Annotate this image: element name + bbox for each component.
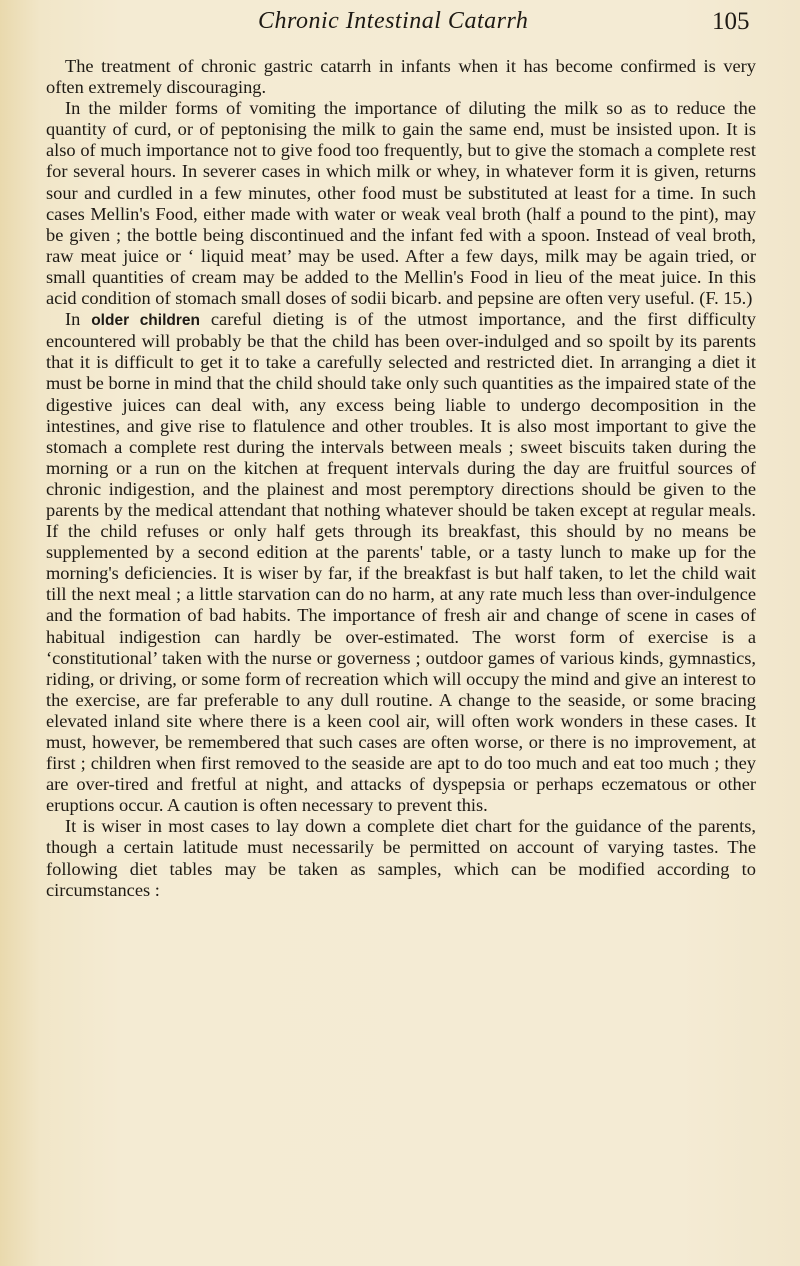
paragraph-older-children xyxy=(46,309,756,816)
paragraph-gastric-catarrh: The treatment of chronic gastric catarrh in infants when it has become confirmed is very often extremely discouraging. xyxy=(46,56,756,98)
body-text xyxy=(46,56,756,901)
older-children-lead-in: older children xyxy=(91,312,200,330)
paragraph-milder-forms: In the milder forms of vomiting the importance of diluting the milk so as to reduce the quantity of curd, or of peptonising the milk to gain the same end, must be insisted upon. It is also of much importance not to give food too frequently, but to give the stomach a complete rest for several hours. In severer cases in which milk or whey, in whatever form it is given, returns sour and curdled in a few minutes, other food must be substituted at least for a time. In such cases Mellin's Food, either made with water or weak veal broth (half a pound to the pint), may be given ; the bottle being discontinued and the infant fed with a spoon. Instead of veal broth, raw meat juice or ‘ liquid meat’ may be used. After a few days, milk may be again tried, or small quantities of cream may be added to the Mellin's Food in lieu of the meat juice. In this acid condition of stomach small doses of sodii bicarb. and pepsine are often very useful. (F. 15.) xyxy=(46,98,756,309)
older-children-text: careful dieting is of the utmost importance, and the first difficulty encountered will probably be that the child has been over-indulged and so spoilt by its parents that it is difficult to get it to take a carefully selected and restricted diet. In arranging a diet it must be borne in mind that the child should take only such quantities as the impaired state of the digestive juices can deal with, any excess being liable to undergo decomposition in the intestines, and give rise to flatulence and other troubles. It is also most important to give the stomach a complete rest during the intervals between meals ; sweet biscuits taken during the morning or a run on the kitchen at frequent intervals during the day are fruitful sources of chronic indigestion, and the plainest and most peremptory directions should be given to the parents by the medical attendant that nothing whatever should be taken except at regular meals. If the child refuses or only half gets through its breakfast, this should by no means be supplemented by a second edition at the parents' table, or a tasty lunch to make up for the morning's deficiencies. It is wiser by far, if the breakfast is but half taken, to let the child wait till the next meal ; a little starvation can do no harm, at any rate much less than over-indulgence and the formation of bad habits. The importance of fresh air and change of scene in cases of habitual indigestion can hardly be over-estimated. The worst form of exercise is a ‘constitutional’ taken with the nurse or governess ; outdoor games of various kinds, gymnastics, riding, or driving, or some form of recreation which will occupy the mind and give an interest to the exercise, are far preferable to any dull routine. A change to the seaside, or some bracing elevated inland site where there is a keen cool air, will often work wonders in these cases. It must, however, be remembered that such cases are often worse, or there is no improvement, at first ; children when first removed to the seaside are apt to do too much and eat too much ; they are over-tired and fretful at night, and attacks of dyspepsia or perhaps eczematous or other eruptions occur. A caution is often necessary to prevent this. xyxy=(46,309,756,816)
older-children-prefix: In xyxy=(65,309,92,330)
page-number: 105 xyxy=(712,8,750,35)
running-head xyxy=(0,8,800,48)
paragraph-diet-chart: It is wiser in most cases to lay down a complete diet chart for the guidance of the parents, though a certain latitude must necessarily be permitted on account of varying tastes. The following diet tables may be taken as samples, which can be modified according to circumstances : xyxy=(46,816,756,900)
running-title: Chronic Intestinal Catarrh xyxy=(258,8,529,34)
